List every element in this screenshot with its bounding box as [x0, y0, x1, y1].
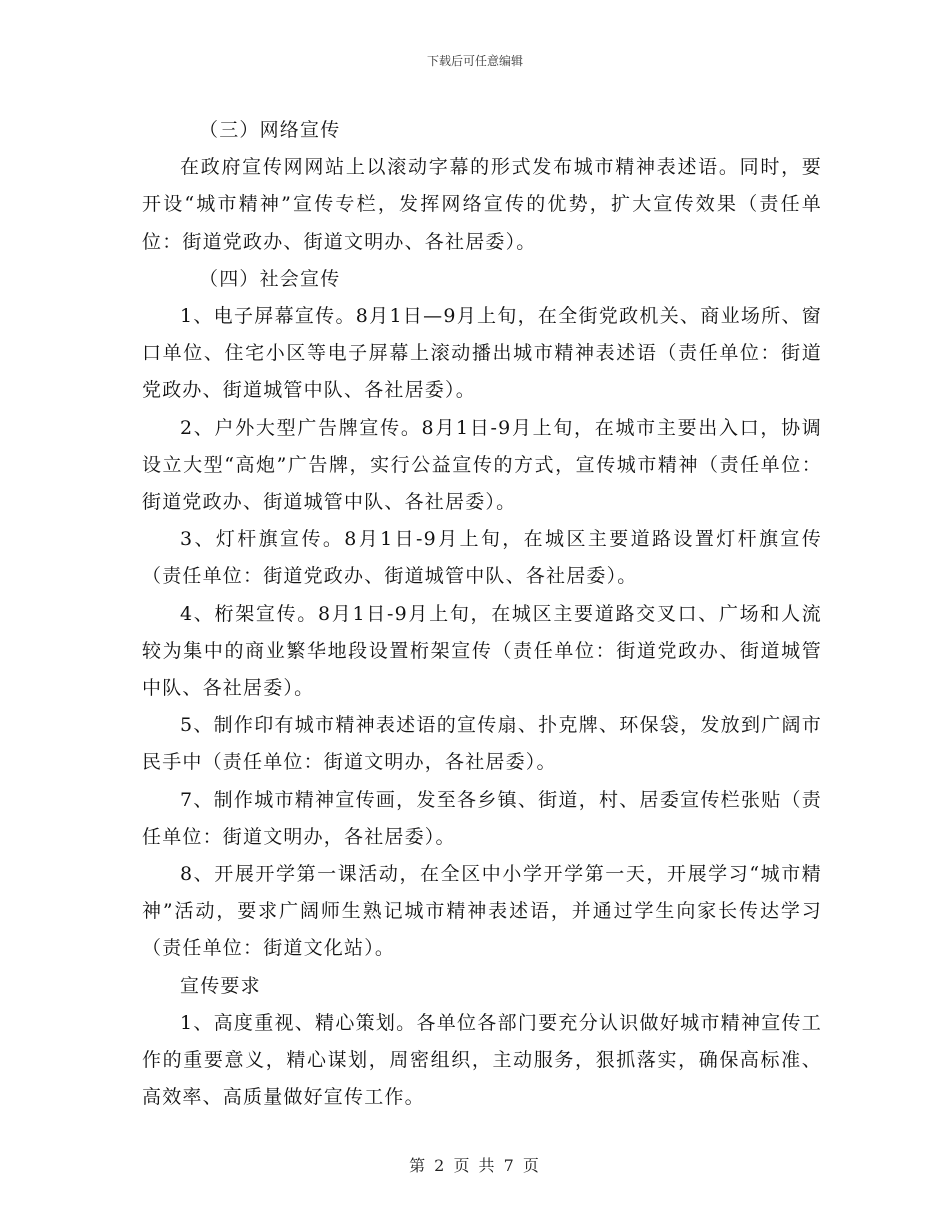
paragraph-item-2: 2、户外大型广告牌宣传。8月1日-9月上旬，在城市主要出入口，协调设立大型“高炮”广告牌，实行公益宣传的方式，宣传城市精神（责任单位：街道党政办、街道城管中队、各社居委）。: [142, 416, 822, 514]
paragraph-network-publicity: 在政府宣传网网站上以滚动字幕的形式发布城市精神表述语。同时，要开设“城市精神”宣传专栏，发挥网络宣传的优势，扩大宣传效果（责任单位：街道党政办、街道文明办、各社居委）。: [142, 156, 822, 253]
section-heading-requirements: 宣传要求: [180, 974, 261, 997]
paragraph-item-1: 1、电子屏幕宣传。8月1日—9月上旬，在全街党政机关、商业场所、窗口单位、住宅小区等电子屏幕上滚动播出城市精神表述语（责任单位：街道党政办、街道城管中队、各社居委）。: [142, 305, 822, 402]
paragraph-requirement-1: 1、高度重视、精心策划。各单位各部门要充分认识做好城市精神宣传工作的重要意义，精心谋划，周密组织，主动服务，狠抓落实，确保高标准、高效率、高质量做好宣传工作。: [142, 1011, 822, 1109]
page-number: 第 2 页 共 7 页: [409, 1156, 541, 1175]
paragraph-item-4: 4、桁架宣传。8月1日-9月上旬，在城区主要道路交叉口、广场和人流较为集中的商业繁华地段设置桁架宣传（责任单位：街道党政办、街道城管中队、各社居委）。: [142, 602, 822, 700]
paragraph-item-5: 5、制作印有城市精神表述语的宣传扇、扑克牌、环保袋，发放到广阔市民手中（责任单位：街道文明办，各社居委）。: [142, 714, 822, 774]
paragraph-item-3: 3、灯杆旗宣传。8月1日-9月上旬，在城区主要道路设置灯杆旗宣传（责任单位：街道党政办、街道城管中队、各社居委）。: [142, 528, 822, 588]
page-header-note: 下载后可任意编辑: [426, 54, 523, 68]
document-body: [142, 112, 822, 1116]
paragraph-item-7: 7、制作城市精神宣传画，发至各乡镇、街道，村、居委宣传栏张贴（责任单位：街道文明办，各社居委）。: [142, 788, 822, 848]
paragraph-item-8: 8、开展开学第一课活动，在全区中小学开学第一天，开展学习“城市精神”活动，要求广阔师生熟记城市精神表述语，并通过学生向家长传达学习（责任单位：街道文化站）。: [142, 863, 822, 960]
section-heading-social: （四）社会宣传: [199, 267, 341, 290]
section-heading-network: （三）网络宣传: [199, 119, 341, 141]
